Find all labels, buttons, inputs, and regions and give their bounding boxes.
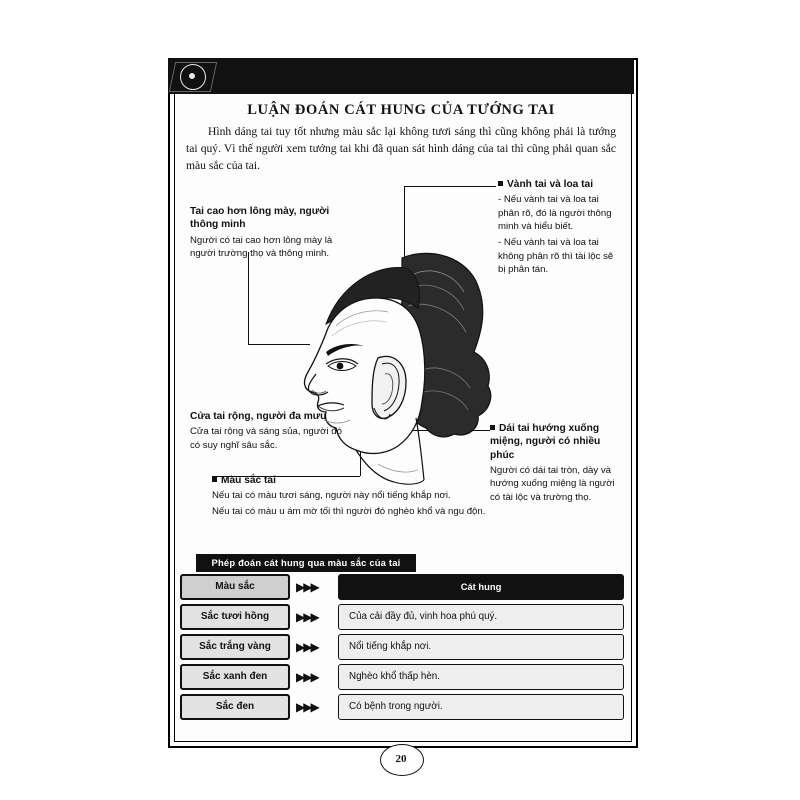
note-ear-color-title [212,474,512,487]
note-ear-lobe-body: Người có dái tai tròn, dày và hướng xuống miệng là người có tài lộc và trường thọ. [490,464,615,503]
leader-line-ear-high-vertical [248,252,249,344]
note-ear-lobe [490,422,616,505]
leader-line-ear-rim-horizontal [404,186,496,187]
note-ear-color-line1: Nếu tai có màu tươi sáng, người này nổi tiếng khắp nơi. [212,490,451,502]
note-ear-gate-title: Cửa tai rộng, người đa mưu [190,411,327,422]
header-bar [168,58,634,94]
table-cell-color: Sắc tươi hồng [180,604,290,630]
table-cell-meaning: Của cải đầy đủ, vinh hoa phú quý. [338,604,624,630]
page-title: LUẬN ĐOÁN CÁT HUNG CỦA TƯỚNG TAI [247,102,555,118]
square-bullet-icon [490,425,495,430]
note-ear-high-body: Người có tai cao hơn lông mày là người trường thọ và thông minh. [190,234,333,260]
arrow-icon: ▶▶▶ [296,610,318,624]
table-cell-color: Sắc đen [180,694,290,720]
table-cell-meaning: Nổi tiếng khắp nơi. [338,634,624,660]
note-ear-rim-title-text: Vành tai và loa tai [507,179,594,190]
page-number-text: 20 [395,753,407,765]
table-caption: Phép đoán cát hung qua màu sắc của tai [196,554,416,572]
table-header-color: Màu sắc [180,574,290,600]
table-row [180,664,624,690]
table-header-fortune: Cát hung [338,574,624,600]
square-bullet-icon [212,477,217,482]
note-ear-gate-body: Cửa tai rộng và sáng sủa, người đó có suy nghĩ sâu sắc. [190,426,342,451]
note-ear-color-title-text: Màu sắc tai [221,475,276,486]
table-cell-meaning: Có bệnh trong người. [338,694,624,720]
arrow-icon: ▶▶▶ [296,670,318,684]
note-ear-rim [498,178,618,279]
note-ear-gate [190,410,350,452]
note-ear-rim-line1: - Nếu vành tai và loa tai phân rõ, đó là người thông minh và hiểu biết. [498,194,612,233]
header-dot-icon [180,64,206,90]
table-cell-meaning: Nghèo khổ thấp hèn. [338,664,624,690]
table-row [180,634,624,660]
table-cell-color: Sắc trắng vàng [180,634,290,660]
arrow-icon: ▶▶▶ [296,640,318,654]
note-ear-lobe-title-text: Dái tai hướng xuống miệng, người có nhiều phúc [490,423,601,461]
arrow-icon: ▶▶▶ [296,580,318,594]
note-ear-high-title: Tai cao hơn lông mày, người thông minh [190,206,330,231]
note-ear-color [212,474,512,520]
table-row [180,604,624,630]
note-ear-high [190,205,350,261]
arrow-icon: ▶▶▶ [296,700,318,714]
intro-paragraph [186,124,616,174]
portrait-illustration [282,240,512,490]
note-ear-color-body [212,489,512,518]
page-number [380,744,422,774]
note-ear-color-line2: Nếu tai có màu u ám mờ tối thì người đó nghèo khổ và ngu độn. [212,505,486,517]
note-ear-lobe-title [490,422,616,462]
intro-text: Hình dáng tai tuy tốt nhưng màu sắc lại không tươi sáng thì cũng không phải là tướng tai quý. Vì thế người xem tướng tai khi đã quan sát hình dáng của tai thì cũng phải quan sắc màu sắc của tai. [186,125,616,172]
note-ear-rim-line2: - Nếu vành tai và loa tai không phân rõ thì tài lộc sẽ bị phân tán. [498,237,614,276]
note-ear-rim-body [498,193,618,277]
table-row [180,694,624,720]
note-ear-rim-title [498,178,618,191]
table-cell-color: Sắc xanh đen [180,664,290,690]
table-header-row [180,574,624,600]
color-fortune-table [180,574,624,724]
square-bullet-icon [498,181,503,186]
